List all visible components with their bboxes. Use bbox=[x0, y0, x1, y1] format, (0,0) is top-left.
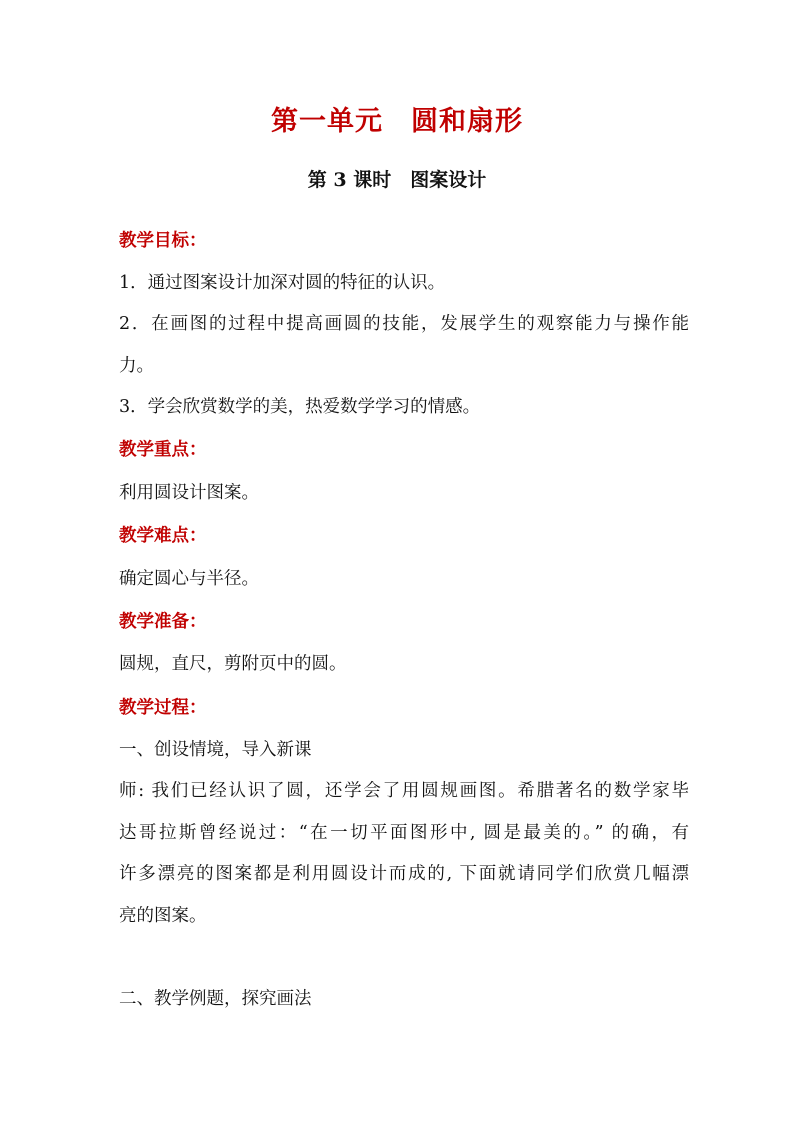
key-points-heading: 教学重点： bbox=[119, 440, 207, 460]
preparation-heading: 教学准备： bbox=[119, 612, 207, 632]
lesson-subtitle: 第 3 课时 图案设计 bbox=[307, 169, 487, 191]
preparation-text: 圆规，直尺，剪附页中的圆。 bbox=[119, 654, 347, 674]
unit-title: 第一单元 圆和扇形 bbox=[271, 106, 523, 137]
step-2-title: 二、教学例题，探究画法 bbox=[119, 989, 312, 1009]
step-1-paragraph-line-1: 师: 我们已经认识了圆，还学会了用圆规画图。希腊著名的数学家毕 bbox=[119, 781, 689, 801]
step-1-paragraph-line-3: 许多漂亮的图案都是利用圆设计而成的, 下面就请同学们欣赏几幅漂 bbox=[119, 864, 689, 884]
difficulties-text: 确定圆心与半径。 bbox=[119, 569, 259, 589]
process-heading: 教学过程： bbox=[119, 698, 207, 718]
step-1-paragraph-line-2: 达哥拉斯曾经说过：“在一切平面图形中, 圆是最美的。” 的确，有 bbox=[119, 823, 689, 843]
objectives-heading: 教学目标： bbox=[119, 231, 207, 251]
objective-2-line-1: 2．在画图的过程中提高画圆的技能，发展学生的观察能力与操作能 bbox=[119, 314, 689, 334]
objective-3: 3．学会欣赏数学的美，热爱数学学习的情感。 bbox=[119, 397, 481, 417]
difficulties-heading: 教学难点： bbox=[119, 526, 207, 546]
objective-1: 1．通过图案设计加深对圆的特征的认识。 bbox=[119, 273, 446, 293]
key-points-text: 利用圆设计图案。 bbox=[119, 483, 259, 503]
step-1-title: 一、创设情境，导入新课 bbox=[119, 740, 312, 760]
objective-2-line-2: 力。 bbox=[119, 356, 154, 376]
step-1-paragraph-line-4: 亮的图案。 bbox=[119, 906, 207, 926]
